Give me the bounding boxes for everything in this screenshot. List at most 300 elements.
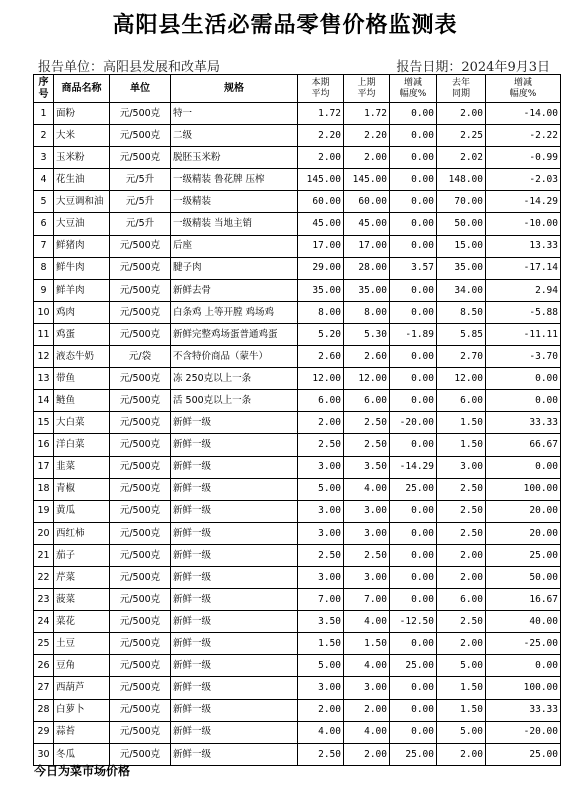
cell-change2: 16.67: [486, 589, 561, 611]
footer-note: 今日为菜市场价格: [34, 764, 131, 778]
cell-unit: 元/500克: [110, 390, 171, 412]
cell-lastyear: 15.00: [437, 235, 486, 257]
cell-current: 45.00: [298, 213, 344, 235]
cell-lastyear: 34.00: [437, 279, 486, 301]
table-row: [34, 456, 561, 478]
cell-name: 大白菜: [54, 412, 110, 434]
table-row: [34, 655, 561, 677]
cell-lastyear: 2.00: [437, 566, 486, 588]
cell-change1: -14.29: [390, 456, 437, 478]
cell-no: 18: [34, 478, 54, 500]
cell-change1: -20.00: [390, 412, 437, 434]
cell-unit: 元/500克: [110, 544, 171, 566]
cell-no: 1: [34, 103, 54, 125]
cell-unit: 元/500克: [110, 323, 171, 345]
cell-spec: 新鲜一级: [171, 677, 298, 699]
cell-change1: 0.00: [390, 721, 437, 743]
cell-spec: 新鲜一级: [171, 412, 298, 434]
table-row: [34, 125, 561, 147]
cell-change2: -14.00: [486, 103, 561, 125]
table-row: [34, 412, 561, 434]
cell-change2: -0.99: [486, 147, 561, 169]
cell-unit: 元/500克: [110, 257, 171, 279]
table-row: [34, 279, 561, 301]
cell-change1: 0.00: [390, 589, 437, 611]
cell-change1: 0.00: [390, 633, 437, 655]
cell-prev: 1.50: [344, 633, 390, 655]
cell-unit: 元/500克: [110, 125, 171, 147]
header-change2: [486, 75, 561, 103]
cell-change1: 0.00: [390, 103, 437, 125]
cell-unit: 元/500克: [110, 412, 171, 434]
cell-unit: 元/500克: [110, 566, 171, 588]
cell-no: 10: [34, 301, 54, 323]
cell-name: 面粉: [54, 103, 110, 125]
cell-prev: 2.20: [344, 125, 390, 147]
cell-prev: 145.00: [344, 169, 390, 191]
cell-no: 30: [34, 743, 54, 765]
header-change1-bottom: 幅度%: [399, 88, 427, 99]
cell-change1: 0.00: [390, 235, 437, 257]
header-current-bottom: 平均: [311, 88, 330, 99]
cell-change2: -10.00: [486, 213, 561, 235]
cell-current: 2.00: [298, 147, 344, 169]
table-row: [34, 699, 561, 721]
table-row: [34, 566, 561, 588]
cell-lastyear: 5.00: [437, 721, 486, 743]
cell-unit: 元/500克: [110, 235, 171, 257]
cell-current: 2.50: [298, 434, 344, 456]
cell-lastyear: 8.50: [437, 301, 486, 323]
cell-no: 9: [34, 279, 54, 301]
table-row: [34, 589, 561, 611]
cell-unit: 元/500克: [110, 368, 171, 390]
cell-unit: 元/袋: [110, 346, 171, 368]
table-header-row: [34, 75, 561, 103]
cell-current: 3.00: [298, 456, 344, 478]
cell-no: 21: [34, 544, 54, 566]
header-prev-bottom: 平均: [357, 88, 376, 99]
cell-change2: 20.00: [486, 500, 561, 522]
cell-lastyear: 2.00: [437, 743, 486, 765]
cell-current: 4.00: [298, 721, 344, 743]
header-current-top: 本期: [311, 78, 330, 89]
cell-spec: 新鲜一级: [171, 478, 298, 500]
cell-lastyear: 2.02: [437, 147, 486, 169]
cell-spec: 新鲜一级: [171, 655, 298, 677]
cell-no: 22: [34, 566, 54, 588]
table-row: [34, 434, 561, 456]
cell-spec: 新鲜一级: [171, 633, 298, 655]
cell-change1: -1.89: [390, 323, 437, 345]
cell-name: 鸡肉: [54, 301, 110, 323]
cell-prev: 7.00: [344, 589, 390, 611]
cell-current: 8.00: [298, 301, 344, 323]
cell-spec: 冻 250克以上一条: [171, 368, 298, 390]
cell-prev: 2.00: [344, 699, 390, 721]
cell-name: 花生油: [54, 169, 110, 191]
table-row: [34, 500, 561, 522]
cell-no: 4: [34, 169, 54, 191]
page-title: 高阳县生活必需品零售价格监测表: [112, 13, 458, 38]
cell-change2: 0.00: [486, 368, 561, 390]
cell-prev: 3.00: [344, 677, 390, 699]
table-row: [34, 721, 561, 743]
cell-change1: 0.00: [390, 213, 437, 235]
header-lastyear-top: 去年: [451, 78, 470, 89]
cell-change2: 0.00: [486, 390, 561, 412]
cell-change2: 100.00: [486, 677, 561, 699]
cell-unit: 元/500克: [110, 500, 171, 522]
cell-prev: 12.00: [344, 368, 390, 390]
cell-prev: 2.00: [344, 743, 390, 765]
cell-unit: 元/500克: [110, 103, 171, 125]
cell-prev: 3.00: [344, 522, 390, 544]
cell-lastyear: 1.50: [437, 699, 486, 721]
cell-unit: 元/500克: [110, 522, 171, 544]
cell-current: 3.00: [298, 566, 344, 588]
cell-current: 35.00: [298, 279, 344, 301]
cell-spec: 一级精装: [171, 191, 298, 213]
cell-current: 2.60: [298, 346, 344, 368]
cell-prev: 2.50: [344, 544, 390, 566]
cell-change2: 20.00: [486, 522, 561, 544]
cell-change2: -20.00: [486, 721, 561, 743]
cell-current: 2.50: [298, 544, 344, 566]
cell-no: 13: [34, 368, 54, 390]
cell-spec: 一级精装 当地主销: [171, 213, 298, 235]
cell-spec: 新鲜一级: [171, 721, 298, 743]
cell-prev: 17.00: [344, 235, 390, 257]
cell-lastyear: 1.50: [437, 412, 486, 434]
cell-unit: 元/500克: [110, 434, 171, 456]
cell-unit: 元/500克: [110, 655, 171, 677]
cell-change2: 33.33: [486, 412, 561, 434]
cell-change2: -17.14: [486, 257, 561, 279]
cell-name: 菠菜: [54, 589, 110, 611]
header-prev-top: 上期: [357, 78, 376, 89]
price-table: [33, 74, 561, 766]
cell-unit: 元/500克: [110, 301, 171, 323]
cell-name: 青椒: [54, 478, 110, 500]
cell-name: 黄瓜: [54, 500, 110, 522]
cell-change1: 0.00: [390, 346, 437, 368]
cell-prev: 3.00: [344, 500, 390, 522]
cell-lastyear: 148.00: [437, 169, 486, 191]
cell-unit: 元/500克: [110, 456, 171, 478]
cell-change1: 0.00: [390, 301, 437, 323]
cell-lastyear: 3.00: [437, 456, 486, 478]
cell-spec: 新鲜一级: [171, 456, 298, 478]
table-row: [34, 346, 561, 368]
cell-change2: -25.00: [486, 633, 561, 655]
cell-change2: -2.03: [486, 169, 561, 191]
report-date: 报告日期：2024年9月3日: [396, 60, 550, 75]
table-body: [34, 103, 561, 766]
cell-name: 韭菜: [54, 456, 110, 478]
cell-no: 12: [34, 346, 54, 368]
cell-prev: 3.50: [344, 456, 390, 478]
cell-spec: 一级精装 鲁花牌 压榨: [171, 169, 298, 191]
header-no: 序号: [34, 75, 54, 103]
table-row: [34, 147, 561, 169]
cell-spec: 新鲜一级: [171, 566, 298, 588]
cell-lastyear: 70.00: [437, 191, 486, 213]
table-row: [34, 257, 561, 279]
cell-no: 3: [34, 147, 54, 169]
cell-change1: -12.50: [390, 611, 437, 633]
cell-current: 3.00: [298, 522, 344, 544]
cell-name: 鲜牛肉: [54, 257, 110, 279]
table-row: [34, 390, 561, 412]
table-row: [34, 169, 561, 191]
cell-current: 7.00: [298, 589, 344, 611]
cell-lastyear: 12.00: [437, 368, 486, 390]
cell-unit: 元/500克: [110, 743, 171, 765]
cell-unit: 元/500克: [110, 147, 171, 169]
cell-current: 2.20: [298, 125, 344, 147]
cell-spec: 新鲜完整鸡场蛋普通鸡蛋: [171, 323, 298, 345]
cell-spec: 新鲜一级: [171, 611, 298, 633]
cell-name: 茄子: [54, 544, 110, 566]
header-lastyear-bottom: 同期: [451, 88, 470, 99]
table-row: [34, 611, 561, 633]
cell-unit: 元/500克: [110, 478, 171, 500]
cell-prev: 35.00: [344, 279, 390, 301]
cell-prev: 28.00: [344, 257, 390, 279]
cell-change2: -11.11: [486, 323, 561, 345]
cell-unit: 元/500克: [110, 633, 171, 655]
cell-no: 25: [34, 633, 54, 655]
cell-no: 8: [34, 257, 54, 279]
cell-change1: 0.00: [390, 677, 437, 699]
cell-change1: 3.57: [390, 257, 437, 279]
cell-name: 大豆调和油: [54, 191, 110, 213]
cell-no: 24: [34, 611, 54, 633]
cell-spec: 新鲜去骨: [171, 279, 298, 301]
cell-current: 29.00: [298, 257, 344, 279]
cell-lastyear: 2.50: [437, 611, 486, 633]
cell-no: 11: [34, 323, 54, 345]
cell-spec: 活 500克以上一条: [171, 390, 298, 412]
cell-change1: 0.00: [390, 434, 437, 456]
cell-lastyear: 1.50: [437, 677, 486, 699]
cell-lastyear: 2.00: [437, 103, 486, 125]
cell-unit: 元/500克: [110, 279, 171, 301]
table-row: [34, 191, 561, 213]
cell-spec: 新鲜一级: [171, 544, 298, 566]
table-row: [34, 677, 561, 699]
cell-prev: 3.00: [344, 566, 390, 588]
cell-change1: 0.00: [390, 169, 437, 191]
cell-change2: -5.88: [486, 301, 561, 323]
table-row: [34, 301, 561, 323]
cell-current: 1.72: [298, 103, 344, 125]
cell-lastyear: 50.00: [437, 213, 486, 235]
cell-lastyear: 2.50: [437, 500, 486, 522]
cell-spec: 不含特价商品（蒙牛）: [171, 346, 298, 368]
cell-change2: 25.00: [486, 544, 561, 566]
cell-change1: 0.00: [390, 147, 437, 169]
cell-name: 西葫芦: [54, 677, 110, 699]
cell-change1: 0.00: [390, 279, 437, 301]
table-row: [34, 323, 561, 345]
report-unit: 报告单位：高阳县发展和改革局: [38, 60, 221, 75]
table-row: [34, 522, 561, 544]
cell-lastyear: 2.00: [437, 544, 486, 566]
cell-lastyear: 2.50: [437, 522, 486, 544]
cell-prev: 4.00: [344, 655, 390, 677]
cell-name: 菜花: [54, 611, 110, 633]
cell-change1: 0.00: [390, 522, 437, 544]
table-row: [34, 544, 561, 566]
cell-change2: 0.00: [486, 655, 561, 677]
cell-change2: 33.33: [486, 699, 561, 721]
cell-change1: 25.00: [390, 478, 437, 500]
cell-name: 冬瓜: [54, 743, 110, 765]
cell-prev: 60.00: [344, 191, 390, 213]
cell-change1: 25.00: [390, 655, 437, 677]
cell-no: 2: [34, 125, 54, 147]
cell-prev: 2.50: [344, 434, 390, 456]
cell-change1: 0.00: [390, 390, 437, 412]
header-change1: [390, 75, 437, 103]
cell-unit: 元/500克: [110, 699, 171, 721]
cell-current: 17.00: [298, 235, 344, 257]
cell-no: 20: [34, 522, 54, 544]
cell-name: 大豆油: [54, 213, 110, 235]
table-row: [34, 213, 561, 235]
cell-change1: 0.00: [390, 368, 437, 390]
cell-lastyear: 5.85: [437, 323, 486, 345]
cell-no: 29: [34, 721, 54, 743]
cell-no: 27: [34, 677, 54, 699]
cell-prev: 4.00: [344, 611, 390, 633]
cell-change2: 25.00: [486, 743, 561, 765]
cell-name: 蒜苔: [54, 721, 110, 743]
header-name: 商品名称: [54, 75, 110, 103]
cell-spec: 新鲜一级: [171, 743, 298, 765]
table-row: [34, 368, 561, 390]
cell-name: 鲜羊肉: [54, 279, 110, 301]
cell-change2: 66.67: [486, 434, 561, 456]
cell-prev: 45.00: [344, 213, 390, 235]
cell-prev: 1.72: [344, 103, 390, 125]
header-lastyear: [437, 75, 486, 103]
cell-prev: 4.00: [344, 721, 390, 743]
cell-no: 17: [34, 456, 54, 478]
cell-current: 2.50: [298, 743, 344, 765]
cell-current: 3.00: [298, 500, 344, 522]
cell-no: 26: [34, 655, 54, 677]
cell-lastyear: 5.00: [437, 655, 486, 677]
cell-change1: 0.00: [390, 566, 437, 588]
cell-current: 2.00: [298, 699, 344, 721]
cell-current: 3.00: [298, 677, 344, 699]
header-prev: [344, 75, 390, 103]
cell-lastyear: 2.00: [437, 633, 486, 655]
cell-spec: 腱子肉: [171, 257, 298, 279]
cell-spec: 新鲜一级: [171, 522, 298, 544]
cell-spec: 新鲜一级: [171, 500, 298, 522]
cell-unit: 元/5升: [110, 191, 171, 213]
cell-change2: 13.33: [486, 235, 561, 257]
cell-change1: 0.00: [390, 191, 437, 213]
cell-lastyear: 2.25: [437, 125, 486, 147]
cell-no: 19: [34, 500, 54, 522]
cell-spec: 新鲜一级: [171, 434, 298, 456]
cell-name: 土豆: [54, 633, 110, 655]
cell-no: 5: [34, 191, 54, 213]
cell-unit: 元/500克: [110, 721, 171, 743]
cell-prev: 6.00: [344, 390, 390, 412]
cell-name: 鲢鱼: [54, 390, 110, 412]
header-unit: 单位: [110, 75, 171, 103]
cell-spec: 白条鸡 上等开膛 鸡场鸡: [171, 301, 298, 323]
cell-no: 28: [34, 699, 54, 721]
cell-unit: 元/5升: [110, 169, 171, 191]
cell-current: 3.50: [298, 611, 344, 633]
cell-no: 7: [34, 235, 54, 257]
cell-current: 145.00: [298, 169, 344, 191]
table-row: [34, 103, 561, 125]
table-row: [34, 633, 561, 655]
cell-current: 5.20: [298, 323, 344, 345]
cell-change1: 0.00: [390, 544, 437, 566]
cell-current: 1.50: [298, 633, 344, 655]
cell-current: 5.00: [298, 655, 344, 677]
header-current: [298, 75, 344, 103]
cell-spec: 后座: [171, 235, 298, 257]
cell-current: 5.00: [298, 478, 344, 500]
cell-current: 60.00: [298, 191, 344, 213]
cell-current: 12.00: [298, 368, 344, 390]
cell-prev: 2.00: [344, 147, 390, 169]
cell-spec: 新鲜一级: [171, 589, 298, 611]
cell-change2: 50.00: [486, 566, 561, 588]
cell-change2: 40.00: [486, 611, 561, 633]
cell-no: 23: [34, 589, 54, 611]
cell-lastyear: 1.50: [437, 434, 486, 456]
cell-change1: 0.00: [390, 125, 437, 147]
cell-prev: 4.00: [344, 478, 390, 500]
cell-unit: 元/5升: [110, 213, 171, 235]
cell-lastyear: 2.70: [437, 346, 486, 368]
header-change2-top: 增减: [513, 78, 532, 89]
cell-unit: 元/500克: [110, 677, 171, 699]
cell-unit: 元/500克: [110, 589, 171, 611]
cell-name: 液态牛奶: [54, 346, 110, 368]
cell-change2: -14.29: [486, 191, 561, 213]
cell-change2: -3.70: [486, 346, 561, 368]
cell-change2: 0.00: [486, 456, 561, 478]
cell-name: 豆角: [54, 655, 110, 677]
cell-change1: 0.00: [390, 699, 437, 721]
cell-change1: 0.00: [390, 500, 437, 522]
cell-spec: 脱胚玉米粉: [171, 147, 298, 169]
cell-lastyear: 6.00: [437, 589, 486, 611]
cell-current: 2.00: [298, 412, 344, 434]
cell-spec: 特一: [171, 103, 298, 125]
cell-prev: 2.50: [344, 412, 390, 434]
cell-current: 6.00: [298, 390, 344, 412]
header-change1-top: 增减: [403, 78, 422, 89]
header-change2-bottom: 幅度%: [509, 88, 537, 99]
cell-name: 玉米粉: [54, 147, 110, 169]
cell-name: 白萝卜: [54, 699, 110, 721]
cell-no: 15: [34, 412, 54, 434]
cell-name: 洋白菜: [54, 434, 110, 456]
